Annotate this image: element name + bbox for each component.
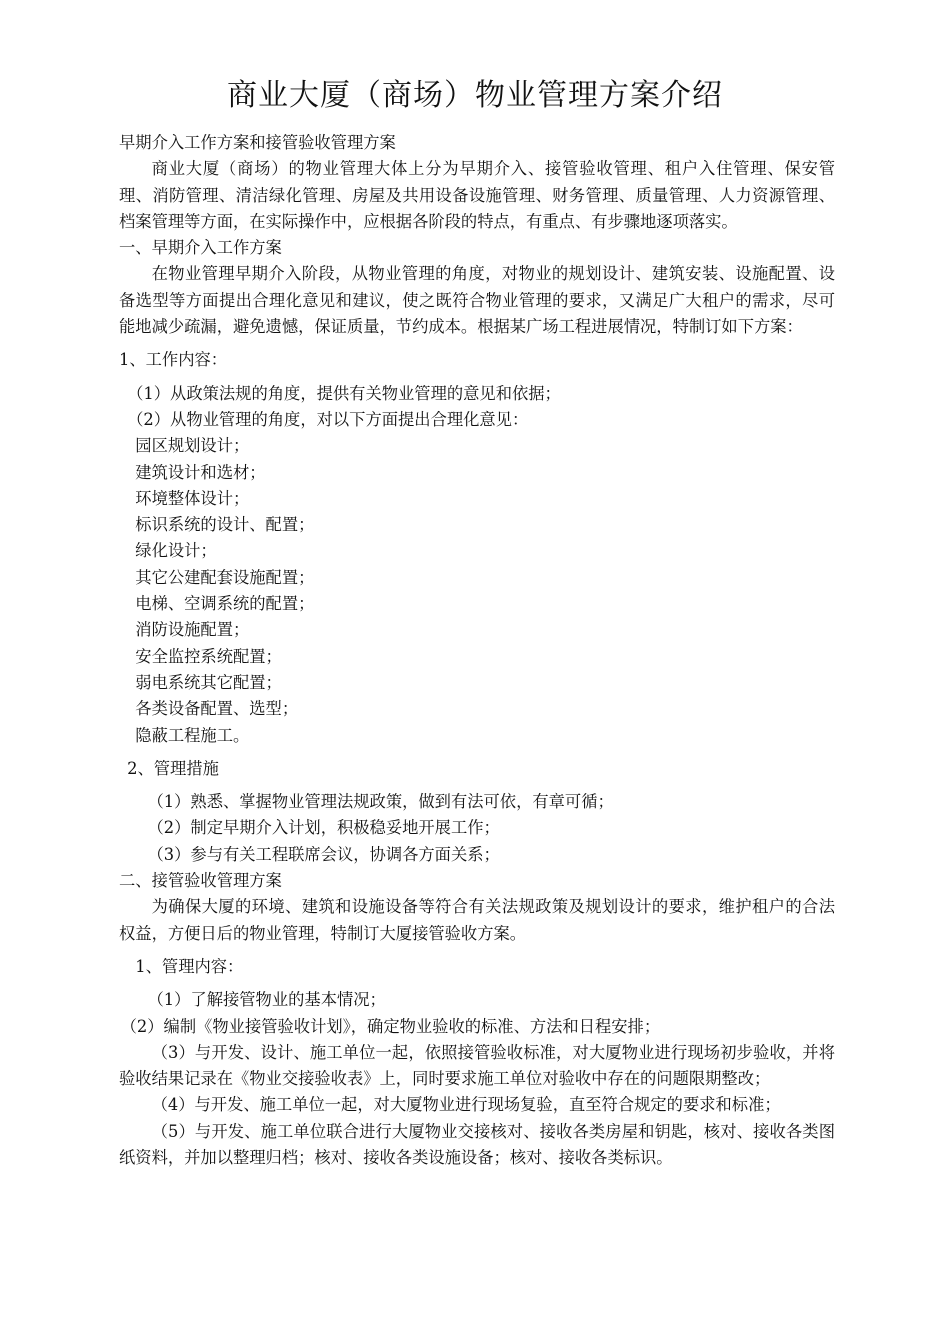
document-title: 商业大厦（商场）物业管理方案介绍	[227, 78, 723, 113]
measure-item: （3）参与有关工程联席会议，协调各方面关系；	[147, 844, 500, 864]
document-subtitle: 早期介入工作方案和接管验收管理方案	[119, 133, 396, 152]
sub-item: 园区规划设计；	[135, 436, 250, 456]
section2-heading: 二、接管验收管理方案	[119, 871, 282, 891]
work-item: （1）从政策法规的角度，提供有关物业管理的意见和依据；	[127, 383, 561, 403]
work-content-heading: 1、工作内容：	[119, 350, 228, 370]
sub-item: 绿化设计；	[135, 541, 217, 561]
work-item: （2）从物业管理的角度，对以下方面提出合理化意见：	[127, 409, 529, 429]
sub-item: 其它公建配套设施配置；	[135, 567, 315, 587]
sub-item: 各类设备配置、选型；	[135, 699, 299, 719]
sub-item: 环境整体设计；	[135, 488, 250, 508]
management-content-heading: 1、管理内容：	[135, 956, 244, 976]
measure-item: （1）熟悉、掌握物业管理法规政策，做到有法可依，有章可循；	[147, 792, 614, 812]
section1-intro: 在物业管理早期介入阶段，从物业管理的角度，对物业的规划设计、建筑安装、设施配置、设备选型等方面提出合理化意见和建议，使之既符合物业管理的要求，又满足广大租户的需求，尽可能地减少疏漏，避免遗憾，保证质量，节约成本。根据某广场工程进展情况，特制订如下方案：	[119, 264, 835, 337]
sub-item: 标识系统的设计、配置；	[135, 515, 315, 535]
sub-item: 隐蔽工程施工。	[135, 725, 250, 745]
intro-paragraph: 商业大厦（商场）的物业管理大体上分为早期介入、接管验收管理、租户入住管理、保安管理、消防管理、清洁绿化管理、房屋及共用设备设施管理、财务管理、质量管理、人力资源管理、档案管理等方面，在实际操作中，应根据各阶段的特点，有重点、有步骤地逐项落实。	[119, 159, 835, 231]
sub-item: 建筑设计和选材；	[135, 462, 266, 482]
document-body	[119, 130, 835, 1171]
section1-heading: 一、早期介入工作方案	[119, 238, 282, 258]
sub-item: 安全监控系统配置；	[135, 646, 282, 666]
measure-item: （2）制定早期介入计划，积极稳妥地开展工作；	[147, 818, 500, 838]
section2-intro: 为确保大厦的环境、建筑和设施设备等符合有关法规政策及规划设计的要求，维护租户的合法权益，方便日后的物业管理，特制订大厦接管验收方案。	[119, 897, 835, 943]
management-item: （2）编制《物业接管验收计划》，确定物业验收的标准、方法和日程安排；	[120, 1016, 661, 1036]
management-item: （3）与开发、设计、施工单位一起，依照接管验收标准，对大厦物业进行现场初步验收，并将验收结果记录在《物业交接验收表》上，同时要求施工单位对验收中存在的问题限期整改；	[119, 1042, 835, 1089]
measures-heading: 2、管理措施	[127, 758, 219, 778]
management-item: （5）与开发、施工单位联合进行大厦物业交接核对、接收各类房屋和钥匙，核对、接收各类图纸资料，并加以整理归档；核对、接收各类设施设备；核对、接收各类标识。	[119, 1121, 835, 1167]
sub-item: 弱电系统其它配置；	[135, 672, 282, 692]
management-item: （4）与开发、施工单位一起，对大厦物业进行现场复验，直至符合规定的要求和标准；	[151, 1095, 781, 1115]
sub-item: 消防设施配置；	[135, 620, 250, 640]
management-item: （1）了解接管物业的基本情况；	[147, 990, 386, 1010]
sub-item: 电梯、空调系统的配置；	[135, 594, 315, 614]
